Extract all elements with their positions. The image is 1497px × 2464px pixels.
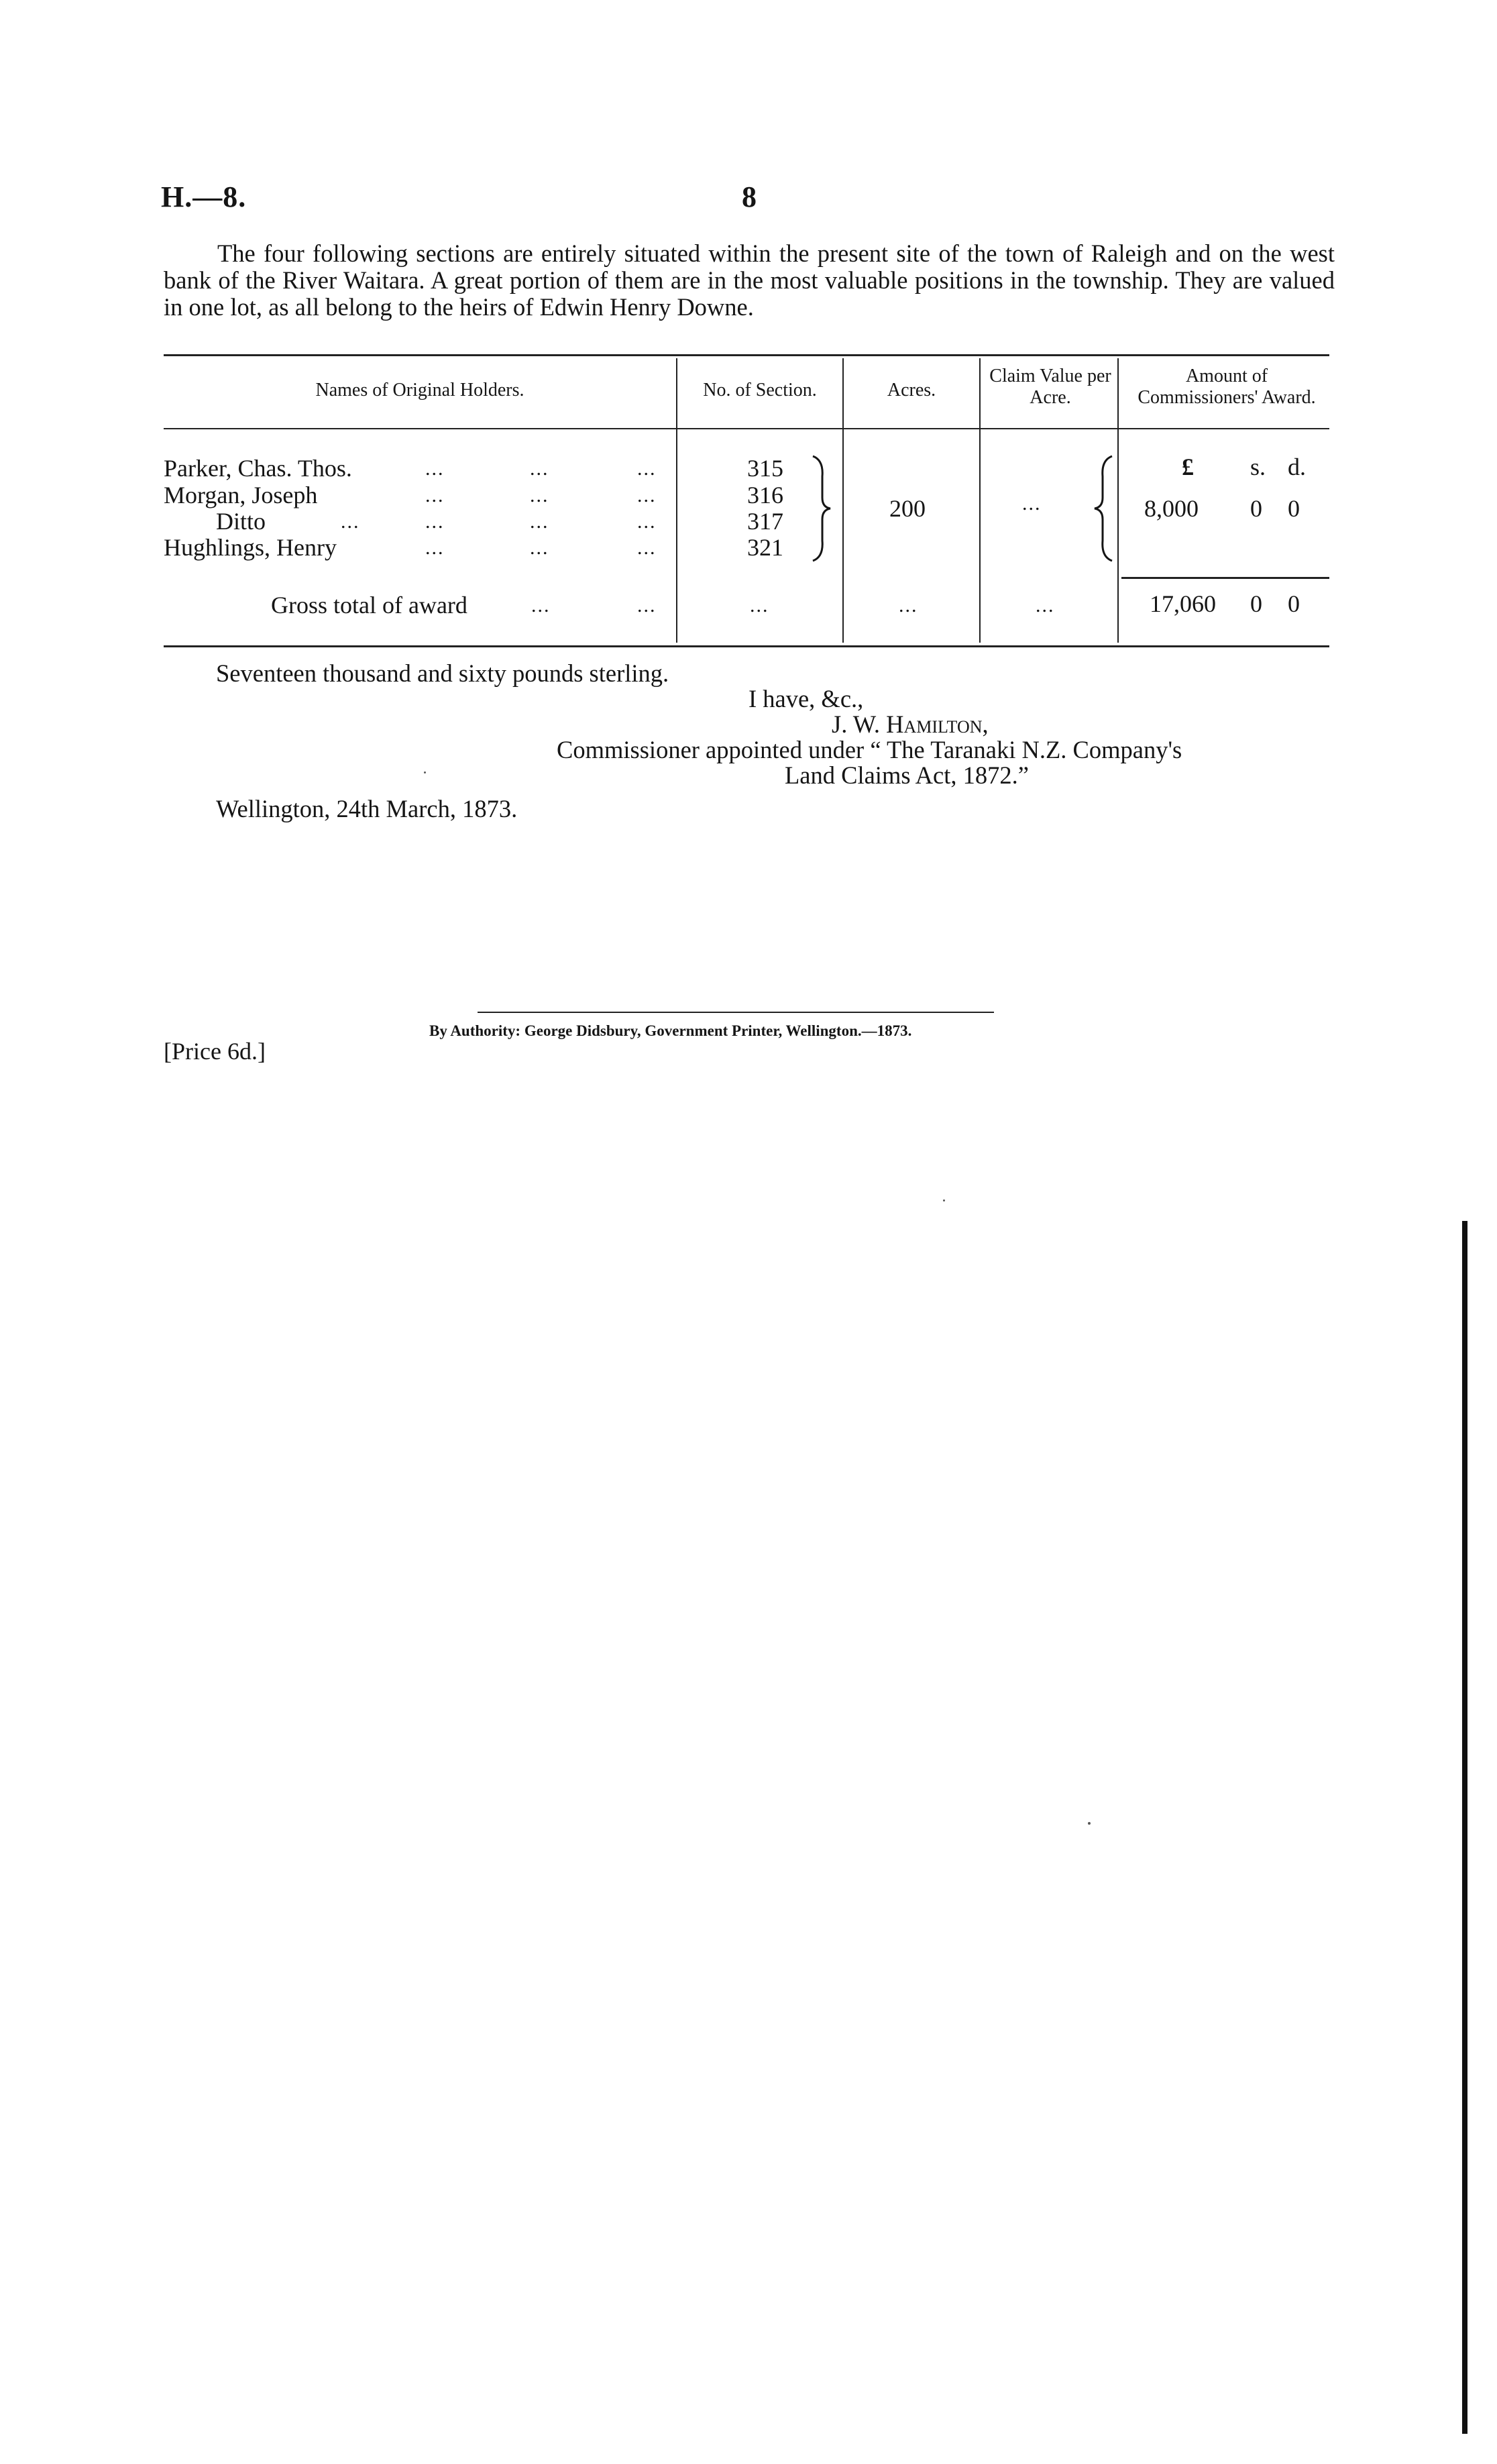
table-header-rule	[164, 428, 1329, 429]
imprint-rule	[478, 1012, 994, 1013]
leader-dots: ...	[425, 484, 445, 506]
total-pence: 0	[1288, 590, 1300, 617]
shillings-heading: s.	[1250, 453, 1266, 480]
group-shillings: 0	[1250, 495, 1262, 522]
salutation: I have, &c.,	[748, 685, 864, 712]
total-label: Gross total of award	[271, 592, 467, 619]
total-pounds: 17,060	[1150, 590, 1216, 617]
signature: J. W. Hamilton,	[832, 710, 989, 738]
commissioner-title-line-1: Commissioner appointed under “ The Taranaki N.Z. Company's	[557, 736, 1182, 763]
header-names: Names of Original Holders.	[315, 380, 524, 400]
leader-dots: ...	[637, 484, 657, 506]
leader-dots: ...	[637, 458, 657, 480]
place-and-date: Wellington, 24th March, 1873.	[216, 795, 518, 822]
right-brace-icon	[809, 453, 836, 564]
leader-dots: ...	[530, 484, 549, 506]
leader-dots: ...	[425, 537, 445, 559]
row-1-section: 315	[747, 455, 783, 482]
scan-speck	[424, 771, 426, 773]
scan-speck	[943, 1199, 945, 1201]
table-top-rule	[164, 354, 1329, 356]
row-1-name: Parker, Chas. Thos.	[164, 455, 352, 482]
row-2-section: 316	[747, 482, 783, 508]
total-acres-dots: ...	[899, 594, 918, 617]
row-4-section: 321	[747, 534, 783, 561]
header-claim-value: Claim Value per Acre.	[989, 366, 1111, 408]
leader-dots: ...	[531, 594, 551, 617]
leader-dots: ...	[637, 511, 657, 533]
left-brace-icon	[1089, 453, 1116, 564]
col-divider-4	[1117, 358, 1119, 643]
group-claim-value: ...	[1022, 492, 1042, 515]
leader-dots: ...	[637, 537, 657, 559]
subtotal-rule	[1121, 577, 1329, 579]
intro-paragraph	[164, 240, 1335, 321]
header-acres: Acres.	[887, 380, 936, 400]
header-section: No. of Section.	[703, 380, 817, 400]
leader-dots: ...	[530, 537, 549, 559]
row-2-name: Morgan, Joseph	[164, 482, 318, 508]
amount-in-words: Seventeen thousand and sixty pounds sterling.	[216, 659, 669, 687]
page-number: 8	[742, 180, 757, 213]
leader-dots: ...	[530, 511, 549, 533]
pence-heading: d.	[1288, 453, 1306, 480]
scan-speck	[1088, 1822, 1091, 1825]
group-pence: 0	[1288, 495, 1300, 522]
leader-dots: ...	[425, 511, 445, 533]
header-amount: Amount of Commissioners' Award.	[1138, 366, 1316, 408]
leader-dots: ...	[425, 458, 445, 480]
commissioner-title-line-2: Land Claims Act, 1872.”	[785, 761, 1029, 789]
total-shillings: 0	[1250, 590, 1262, 617]
pounds-heading: £	[1182, 453, 1194, 480]
leader-dots: ...	[637, 594, 657, 617]
document-code: H.—8.	[161, 180, 247, 213]
total-claim-dots: ...	[1036, 594, 1055, 617]
scan-edge-mark	[1462, 1221, 1467, 2434]
leader-dots: ...	[341, 511, 360, 533]
col-divider-3	[979, 358, 981, 643]
row-4-name: Hughlings, Henry	[164, 534, 337, 561]
group-acres: 200	[889, 495, 926, 522]
price-note	[164, 1037, 266, 1065]
printer-imprint: By Authority: George Didsbury, Government Printer, Wellington.—1873.	[429, 1022, 912, 1039]
row-3-section: 317	[747, 508, 783, 535]
group-pounds: 8,000	[1144, 495, 1199, 522]
intro-text: The four following sections are entirely situated within the present site of the town of Raleigh and on the west bank of the River Waitara. A great portion of them are in the most valuable positions in the township. They are valued in one lot, as all belong to the heirs of Edwin Henry Downe.	[164, 239, 1335, 321]
table-bottom-rule	[164, 645, 1329, 647]
row-3-name: Ditto	[216, 508, 266, 535]
price-text: [Price 6d.]	[164, 1038, 266, 1065]
total-section-dots: ...	[750, 594, 769, 617]
leader-dots: ...	[530, 458, 549, 480]
